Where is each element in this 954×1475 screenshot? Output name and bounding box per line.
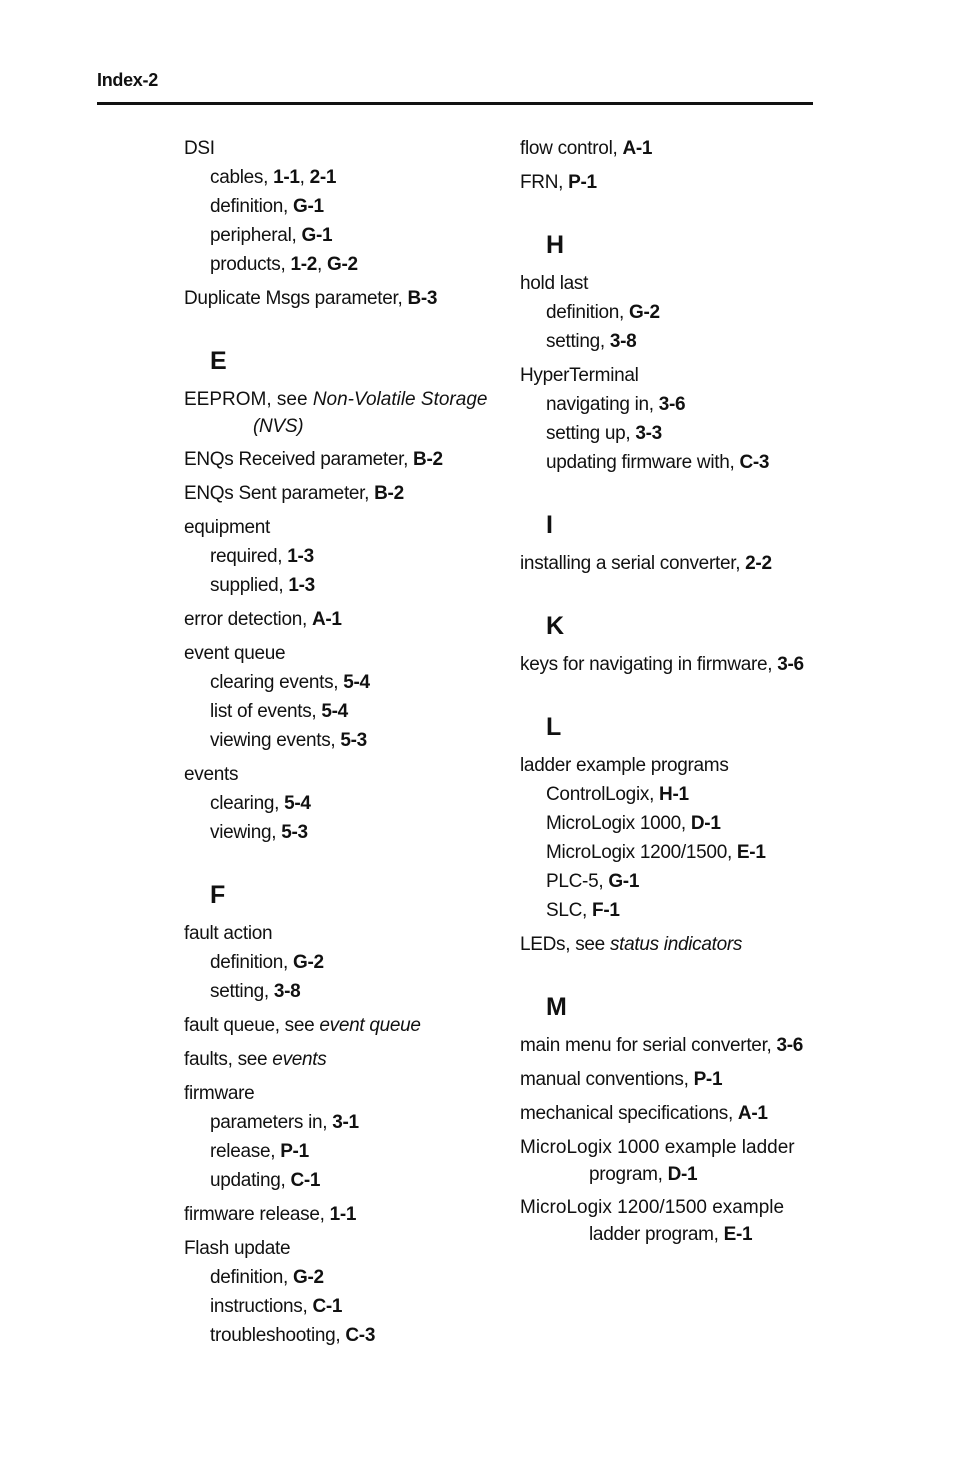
section-letter-i: I: [546, 511, 553, 539]
page-ref: 3-6: [776, 1035, 804, 1056]
page-ref: C-3: [739, 452, 770, 473]
index-column-right: [520, 134, 820, 1248]
index-entry-leds: LEDs, see status indicators: [520, 934, 743, 955]
page-ref: 5-3: [281, 822, 308, 843]
index-subentry-updating-firmware: updating firmware with, C-3: [546, 452, 770, 473]
index-entry-event-queue: event queue: [184, 643, 286, 664]
index-entry-ladder: ladder example programs: [520, 755, 729, 776]
page-ref: 3-3: [635, 423, 662, 444]
index-entry-micrologix-1000-example: MicroLogix 1000 example ladder: [520, 1137, 795, 1158]
page-ref: P-1: [693, 1069, 723, 1090]
page-ref: 5-4: [343, 672, 370, 693]
index-subentry-products: products, 1-2, G-2: [210, 254, 358, 275]
page-ref: 1-2: [290, 254, 317, 275]
section-letter-m: M: [546, 993, 567, 1021]
page-ref: C-3: [345, 1325, 376, 1346]
index-subentry-slc: SLC, F-1: [546, 900, 620, 921]
page-ref: A-1: [311, 609, 342, 630]
index-entry-keys: keys for navigating in firmware, 3-6: [520, 654, 804, 675]
index-subentry-setting-up: setting up, 3-3: [546, 423, 662, 444]
index-subentry-viewing: viewing, 5-3: [210, 822, 308, 843]
index-subentry-release: release, P-1: [210, 1141, 309, 1162]
index-subentry-required: required, 1-3: [210, 546, 314, 567]
page-ref: C-1: [312, 1296, 343, 1317]
index-entry-firmware: firmware: [184, 1083, 255, 1104]
index-subentry-definition: definition, G-2: [546, 302, 660, 323]
index-subentry-list-of-events: list of events, 5-4: [210, 701, 348, 722]
index-subentry-plc5: PLC-5, G-1: [546, 871, 640, 892]
page-ref: P-1: [568, 172, 597, 193]
page-ref: P-1: [280, 1141, 309, 1162]
index-entry-events: events: [184, 764, 239, 785]
page-ref: 3-6: [777, 654, 804, 675]
index-subentry-definition: definition, G-2: [210, 1267, 324, 1288]
page-ref: G-2: [293, 952, 324, 973]
index-subentry-micrologix-1200: MicroLogix 1200/1500, E-1: [546, 842, 766, 863]
index-entry-faults: faults, see events: [184, 1049, 327, 1070]
page-ref: D-1: [690, 813, 721, 834]
index-subentry-instructions: instructions, C-1: [210, 1296, 343, 1317]
page-ref: 1-3: [287, 546, 314, 567]
index-entry-eeprom-cont: (NVS): [253, 416, 304, 437]
index-entry-duplicate-msgs: Duplicate Msgs parameter, B-3: [184, 288, 438, 309]
page-label: Index-2: [97, 70, 158, 90]
page-ref: 1-1: [329, 1204, 357, 1225]
page-ref: 5-3: [340, 730, 367, 751]
page-ref: G-1: [608, 871, 640, 892]
page-ref: 1-3: [288, 575, 315, 596]
page-ref: 1-1: [273, 167, 300, 188]
page-ref: B-2: [413, 449, 443, 470]
index-entry-enqs-received: ENQs Received parameter, B-2: [184, 449, 443, 470]
index-subentry-troubleshooting: troubleshooting, C-3: [210, 1325, 376, 1346]
page-ref: E-1: [723, 1224, 753, 1245]
index-entry-enqs-sent: ENQs Sent parameter, B-2: [184, 483, 404, 504]
page-ref: G-2: [629, 302, 660, 323]
page-ref: B-3: [407, 288, 438, 309]
index-entry-micrologix-1200-example-cont: ladder program, E-1: [589, 1224, 753, 1245]
page-ref: 2-2: [745, 553, 772, 574]
index-subentry-definition: definition, G-2: [210, 952, 324, 973]
index-subentry-definition: definition, G-1: [210, 196, 324, 217]
index-subentry-cables: cables, 1-1, 2-1: [210, 167, 337, 188]
page-ref: C-1: [290, 1170, 321, 1191]
index-entry-micrologix-1200-example: MicroLogix 1200/1500 example: [520, 1197, 785, 1218]
page-ref: 5-4: [321, 701, 348, 722]
page-ref: 3-8: [609, 331, 637, 352]
index-entry-flow-control: flow control, A-1: [520, 138, 653, 159]
index-entry-eeprom: EEPROM, see Non-Volatile Storage: [184, 389, 488, 410]
index-entry-frn: FRN, P-1: [520, 172, 597, 193]
index-column-left: [184, 134, 504, 1350]
index-entry-firmware-release: firmware release, 1-1: [184, 1204, 357, 1225]
section-letter-h: H: [546, 231, 565, 259]
index-subentry-peripheral: peripheral, G-1: [210, 225, 333, 246]
index-subentry-navigating-in: navigating in, 3-6: [546, 394, 686, 415]
index-entry-error-detection: error detection, A-1: [184, 609, 342, 630]
page-ref: 3-8: [273, 981, 301, 1002]
index-entry-equipment: equipment: [184, 517, 271, 538]
index-entry-micrologix-1000-example-cont: program, D-1: [589, 1164, 698, 1185]
section-letter-e: E: [210, 347, 227, 375]
page-ref: 3-6: [658, 394, 686, 415]
index-entry-main-menu: main menu for serial converter, 3-6: [520, 1035, 804, 1056]
page-ref: H-1: [659, 784, 689, 805]
index-subentry-viewing-events: viewing events, 5-3: [210, 730, 367, 751]
index-subentry-clearing: clearing, 5-4: [210, 793, 311, 814]
page-ref: 2-1: [309, 167, 337, 188]
index-entry-flash-update: Flash update: [184, 1238, 291, 1259]
section-letter-l: L: [546, 713, 562, 741]
index-entry-installing: installing a serial converter, 2-2: [520, 553, 772, 574]
index-entry-fault-action: fault action: [184, 923, 273, 944]
index-entry-manual-conventions: manual conventions, P-1: [520, 1069, 723, 1090]
index-entry-hold-last: hold last: [520, 273, 589, 294]
index-subentry-micrologix-1000: MicroLogix 1000, D-1: [546, 813, 721, 834]
index-entry-fault-queue: fault queue, see event queue: [184, 1015, 421, 1036]
page-ref: G-2: [326, 254, 358, 275]
index-entry-mechanical: mechanical specifications, A-1: [520, 1103, 768, 1124]
index-subentry-controllogix: ControlLogix, H-1: [546, 784, 689, 805]
page-ref: A-1: [737, 1103, 768, 1124]
section-letter-f: F: [210, 881, 226, 909]
page-ref: 5-4: [284, 793, 311, 814]
page-ref: F-1: [592, 900, 620, 921]
index-entry-hyperterminal: HyperTerminal: [520, 365, 639, 386]
index-subentry-updating: updating, C-1: [210, 1170, 321, 1191]
section-letter-k: K: [546, 612, 565, 640]
page-ref: E-1: [736, 842, 766, 863]
header-rule: [97, 102, 813, 105]
page-ref: G-1: [301, 225, 333, 246]
index-entry-dsi: DSI: [184, 138, 215, 159]
index-subentry-clearing-events: clearing events, 5-4: [210, 672, 370, 693]
index-subentry-setting: setting, 3-8: [210, 981, 301, 1002]
page-ref: A-1: [622, 138, 653, 159]
page-ref: D-1: [667, 1164, 698, 1185]
page-ref: G-1: [293, 196, 324, 217]
page-ref: G-2: [293, 1267, 324, 1288]
index-subentry-parameters-in: parameters in, 3-1: [210, 1112, 359, 1133]
page-ref: B-2: [374, 483, 404, 504]
page-ref: 3-1: [332, 1112, 359, 1133]
index-subentry-supplied: supplied, 1-3: [210, 575, 315, 596]
index-subentry-setting: setting, 3-8: [546, 331, 637, 352]
